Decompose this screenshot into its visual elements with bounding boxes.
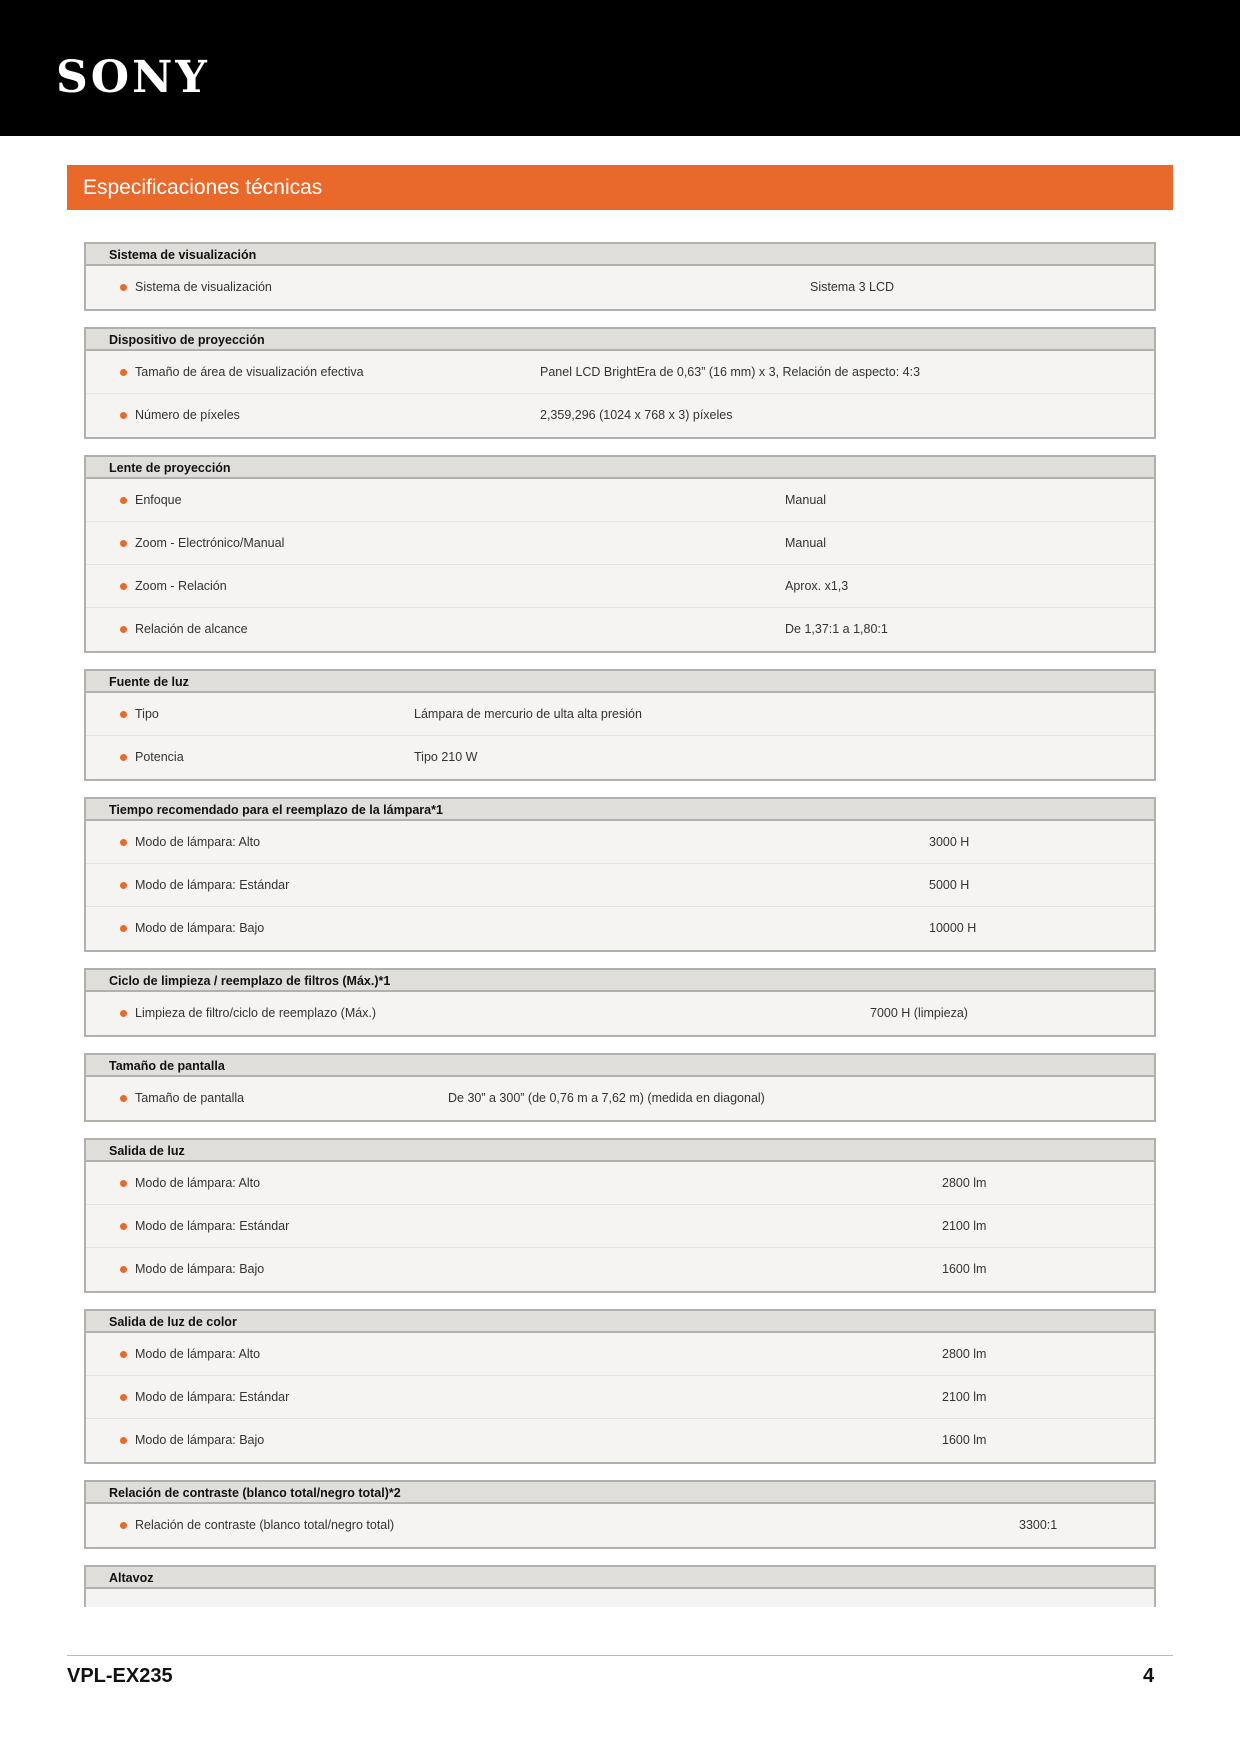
section-header: Sistema de visualización	[86, 244, 1154, 266]
spec-value: Tipo 210 W	[414, 750, 478, 764]
bullet-icon	[120, 1180, 127, 1187]
section-header: Relación de contraste (blanco total/negro total)*2	[86, 1482, 1154, 1504]
spec-row	[86, 394, 1154, 437]
spec-row	[86, 821, 1154, 864]
spec-label: Modo de lámpara: Bajo	[135, 1433, 265, 1447]
spec-value: 1600 lm	[942, 1433, 987, 1447]
bullet-icon	[120, 412, 127, 419]
spec-row	[86, 864, 1154, 907]
spec-value: 3300:1	[1019, 1518, 1058, 1532]
spec-label: Modo de lámpara: Bajo	[135, 921, 265, 935]
bullet-icon	[120, 1095, 127, 1102]
bullet-icon	[120, 497, 127, 504]
spec-row	[86, 565, 1154, 608]
spec-row-empty	[86, 1589, 1154, 1607]
bullet-icon	[120, 1522, 127, 1529]
spec-value: 2100 lm	[942, 1390, 987, 1404]
spec-value: 2100 lm	[942, 1219, 987, 1233]
bullet-icon	[120, 711, 127, 718]
spec-section	[84, 455, 1156, 653]
spec-label: Tipo	[135, 707, 159, 721]
spec-row	[86, 522, 1154, 565]
spec-section	[84, 1309, 1156, 1464]
spec-value: 2800 lm	[942, 1176, 987, 1190]
spec-value: 3000 H	[929, 835, 970, 849]
header-bar	[0, 0, 1240, 136]
section-header: Salida de luz	[86, 1140, 1154, 1162]
spec-section	[84, 1053, 1156, 1122]
spec-section	[84, 242, 1156, 311]
spec-label: Modo de lámpara: Estándar	[135, 878, 290, 892]
spec-row	[86, 992, 1154, 1035]
section-header: Salida de luz de color	[86, 1311, 1154, 1333]
spec-label: Modo de lámpara: Estándar	[135, 1219, 290, 1233]
spec-row	[86, 1205, 1154, 1248]
bullet-icon	[120, 540, 127, 547]
title-banner	[67, 165, 1173, 210]
section-header: Lente de proyección	[86, 457, 1154, 479]
section-header: Tamaño de pantalla	[86, 1055, 1154, 1077]
spec-label: Modo de lámpara: Alto	[135, 835, 261, 849]
spec-row	[86, 1504, 1154, 1547]
page-title: Especificaciones técnicas	[83, 176, 323, 199]
spec-section	[84, 669, 1156, 781]
spec-value: 1600 lm	[942, 1262, 987, 1276]
spec-value: Aprox. x1,3	[785, 579, 849, 593]
spec-row	[86, 1333, 1154, 1376]
spec-value: 2800 lm	[942, 1347, 987, 1361]
bullet-icon	[120, 882, 127, 889]
spec-label: Modo de lámpara: Bajo	[135, 1262, 265, 1276]
spec-sections	[84, 242, 1156, 1607]
spec-section	[84, 968, 1156, 1037]
sony-logo: SONY	[56, 52, 210, 103]
footer-divider	[67, 1655, 1173, 1656]
spec-row	[86, 1162, 1154, 1205]
spec-section	[84, 1480, 1156, 1549]
spec-row	[86, 1376, 1154, 1419]
spec-label: Enfoque	[135, 493, 182, 507]
section-header: Ciclo de limpieza / reemplazo de filtros (Máx.)*1	[86, 970, 1154, 992]
spec-label: Relación de alcance	[135, 622, 248, 636]
spec-value: Manual	[785, 493, 826, 507]
spec-row	[86, 1248, 1154, 1291]
model-name: VPL-EX235	[67, 1665, 173, 1687]
bullet-icon	[120, 1010, 127, 1017]
page-number: 4	[1143, 1665, 1155, 1687]
spec-row	[86, 1077, 1154, 1120]
section-header: Dispositivo de proyección	[86, 329, 1154, 351]
spec-value: Sistema 3 LCD	[810, 280, 895, 294]
spec-row	[86, 266, 1154, 309]
section-header: Tiempo recomendado para el reemplazo de la lámpara*1	[86, 799, 1154, 821]
spec-value: 2,359,296 (1024 x 768 x 3) píxeles	[540, 408, 733, 422]
spec-row	[86, 736, 1154, 779]
spec-value: De 1,37:1 a 1,80:1	[785, 622, 888, 636]
spec-label: Tamaño de área de visualización efectiva	[135, 365, 364, 379]
bullet-icon	[120, 839, 127, 846]
spec-label: Tamaño de pantalla	[135, 1091, 245, 1105]
spec-value: Manual	[785, 536, 826, 550]
spec-label: Número de píxeles	[135, 408, 240, 422]
bullet-icon	[120, 1437, 127, 1444]
spec-label: Modo de lámpara: Estándar	[135, 1390, 290, 1404]
bullet-icon	[120, 369, 127, 376]
bullet-icon	[120, 1351, 127, 1358]
spec-section	[84, 797, 1156, 952]
bullet-icon	[120, 1394, 127, 1401]
spec-section	[84, 1138, 1156, 1293]
bullet-icon	[120, 754, 127, 761]
spec-value: Lámpara de mercurio de ulta alta presión	[414, 707, 642, 721]
spec-row	[86, 1419, 1154, 1462]
spec-label: Sistema de visualización	[135, 280, 272, 294]
bullet-icon	[120, 284, 127, 291]
spec-label: Zoom - Relación	[135, 579, 227, 593]
spec-row	[86, 907, 1154, 950]
spec-row	[86, 351, 1154, 394]
spec-label: Modo de lámpara: Alto	[135, 1347, 261, 1361]
spec-row	[86, 479, 1154, 522]
spec-section	[84, 1565, 1156, 1607]
spec-value: 10000 H	[929, 921, 977, 935]
spec-value: 7000 H (limpieza)	[870, 1006, 968, 1020]
spec-label: Zoom - Electrónico/Manual	[135, 536, 285, 550]
spec-label: Modo de lámpara: Alto	[135, 1176, 261, 1190]
spec-value: Panel LCD BrightEra de 0,63” (16 mm) x 3, Relación de aspecto: 4:3	[540, 365, 921, 379]
spec-value: 5000 H	[929, 878, 970, 892]
bullet-icon	[120, 925, 127, 932]
section-header: Fuente de luz	[86, 671, 1154, 693]
bullet-icon	[120, 583, 127, 590]
spec-label: Potencia	[135, 750, 184, 764]
spec-row	[86, 608, 1154, 651]
bullet-icon	[120, 1266, 127, 1273]
spec-label: Limpieza de filtro/ciclo de reemplazo (Máx.)	[135, 1006, 377, 1020]
bullet-icon	[120, 626, 127, 633]
spec-section	[84, 327, 1156, 439]
spec-label: Relación de contraste (blanco total/negro total)	[135, 1518, 395, 1532]
section-header: Altavoz	[86, 1567, 1154, 1589]
spec-row	[86, 693, 1154, 736]
bullet-icon	[120, 1223, 127, 1230]
spec-value: De 30” a 300” (de 0,76 m a 7,62 m) (medida en diagonal)	[448, 1091, 765, 1105]
